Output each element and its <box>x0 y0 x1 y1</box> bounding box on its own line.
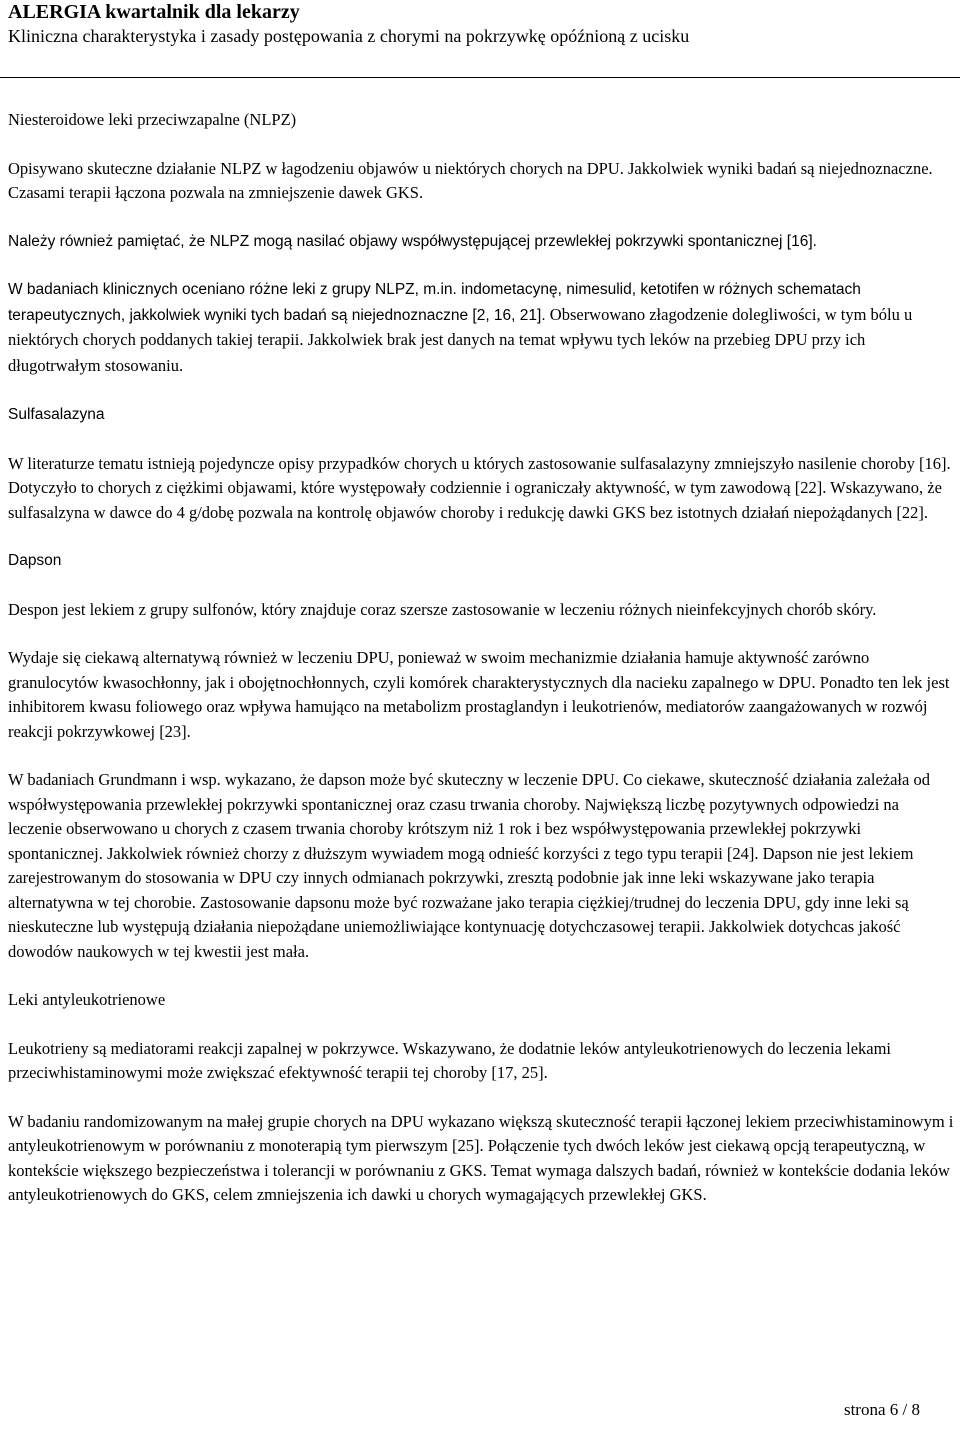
paragraph: Opisywano skuteczne działanie NLPZ w łagodzeniu objawów u niektórych chorych na DPU. Jakkolwiek wyniki badań są niejednoznaczne. Czasami terapii łączona pozwala na zmniejszenie dawek GKS. <box>8 158 933 202</box>
page-number: strona 6 / 8 <box>843 1400 920 1419</box>
paragraph: Wydaje się ciekawą alternatywą również w leczeniu DPU, ponieważ w swoim mechanizmie działania hamuje aktywność zarówno granulocytów kwasochłonny, jak i obojętnochłonnych, czyli komórek charakterystycznych dla nacieku zapalnego w DPU. Ponadto ten lek jest inhibitorem kwasu foliowego oraz wpływa hamująco na metabolizm prostaglandyn i leukotrienów, mediatorów zaangażowanych w rozwój reakcji pokrzywkowej [23]. <box>8 648 950 741</box>
paragraph <box>8 278 956 379</box>
paragraph: Despon jest lekiem z grupy sulfonów, który znajduje coraz szersze zastosowanie w leczeniu różnych nieinfekcyjnych chorób skóry. <box>8 599 877 619</box>
section-heading-nlpz: Niesteroidowe leki przeciwzapalne (NLPZ) <box>8 110 297 129</box>
paragraph: W badaniach Grundmann i wsp. wykazano, że dapson może być skuteczny w leczenie DPU. Co ciekawe, skuteczność działania zależała od współwystępowania przewlekłej pokrzywki spontanicznej oraz czasu trwania choroby. Największą liczbę pozytywnych odpowiedzi na leczenie obserwowano u chorych z czasem trwania choroby krótszym niż 1 rok i bez współwystępowania przewlekłej pokrzywki spontanicznej. Jakkolwiek również chorzy z dłuższym wywiadem mogą odnieść korzyści z tego typu terapii [24]. Dapson nie jest lekiem zarejestrowanym do stosowania w DPU czy innych odmianach pokrzywki, zresztą podobnie jak inne leki wskazywane jako terapia alternatywna w tej chorobie. Zastosowanie dapsonu może być rozważane jako terapia ciężkiej/trudnej do leczenia DPU, gdy inne leki są nieskuteczne lub występują działania niepożądane uniemożliwiające kontynuację dotychczasowej terapii. Jakkolwiek dotychcas jakość dowodów naukowych w tej kwestii jest mała. <box>8 770 930 961</box>
article-title: Kliniczna charakterystyka i zasady postępowania z chorymi na pokrzywkę opóźnioną z ucisku <box>8 26 690 46</box>
paragraph: Należy również pamiętać, że NLPZ mogą nasilać objawy współwystępującej przewlekłej pokrzywki spontanicznej [16]. <box>8 232 817 250</box>
paragraph: W literaturze tematu istnieją pojedyncze opisy przypadków chorych u których zastosowanie sulfasalazyny zmniejszyło nasilenie choroby [16]. Dotyczyło to chorych z ciężkimi objawami, które występowały codziennie i ograniczały aktywność, w tym zawodową [22]. Wskazywano, że sulfasalzyna w dawce do 4 g/dobę pozwala na kontrolę objawów choroby i redukcję dawki GKS bez istotnych działań niepożądanych [22]. <box>8 453 951 522</box>
article-body <box>8 108 956 1232</box>
paragraph: Leukotrieny są mediatorami reakcji zapalnej w pokrzywce. Wskazywano, że dodatnie leków antyleukotrienowych do leczenia lekami przeciwhistaminowymi może zwiększać efektywność terapii tej choroby [17, 25]. <box>8 1038 892 1082</box>
journal-title: ALERGIA kwartalnik dla lekarzy <box>8 1 300 23</box>
paragraph-part: W badaniach klinicznych oceniano różne leki z grupy NLPZ, m.in. indometacynę, nimesulid, ketotifen w różnych schematach terapeutycznych, jakkolwiek wyniki tych badań są niejednoznaczne [2, 16, 21]. <box>8 281 861 324</box>
document-header <box>8 0 952 48</box>
section-heading-sulfasalazyna: Sulfasalazyna <box>8 406 105 423</box>
section-heading-antileukotrienowe: Leki antyleukotrienowe <box>8 990 166 1009</box>
header-divider <box>0 77 960 78</box>
paragraph-part: Obserwowano złagodzenie dolegliwości, w tym bólu u niektórych chorych poddanych takiej terapii. Jakkolwiek brak jest danych na temat wpływu tych leków na przebieg DPU przy ich długotrwałym stosowaniu. <box>8 304 913 375</box>
section-heading-dapson: Dapson <box>8 552 62 569</box>
paragraph: W badaniu randomizowanym na małej grupie chorych na DPU wykazano większą skuteczność terapii łączonej lekiem przeciwhistaminowym i antyleukotrienowym w porównaniu z monoterapią tym pierwszym [25]. Połączenie tych dwóch leków jest ciekawą opcją terapeutyczną, w kontekście większego bezpieczeństwa i tolerancji w porównaniu z GKS. Temat wymaga dalszych badań, również w kontekście dodania leków antyleukotrienowych do GKS, celem zmniejszenia ich dawki u chorych wymagających przewlekłej GKS. <box>8 1111 954 1204</box>
